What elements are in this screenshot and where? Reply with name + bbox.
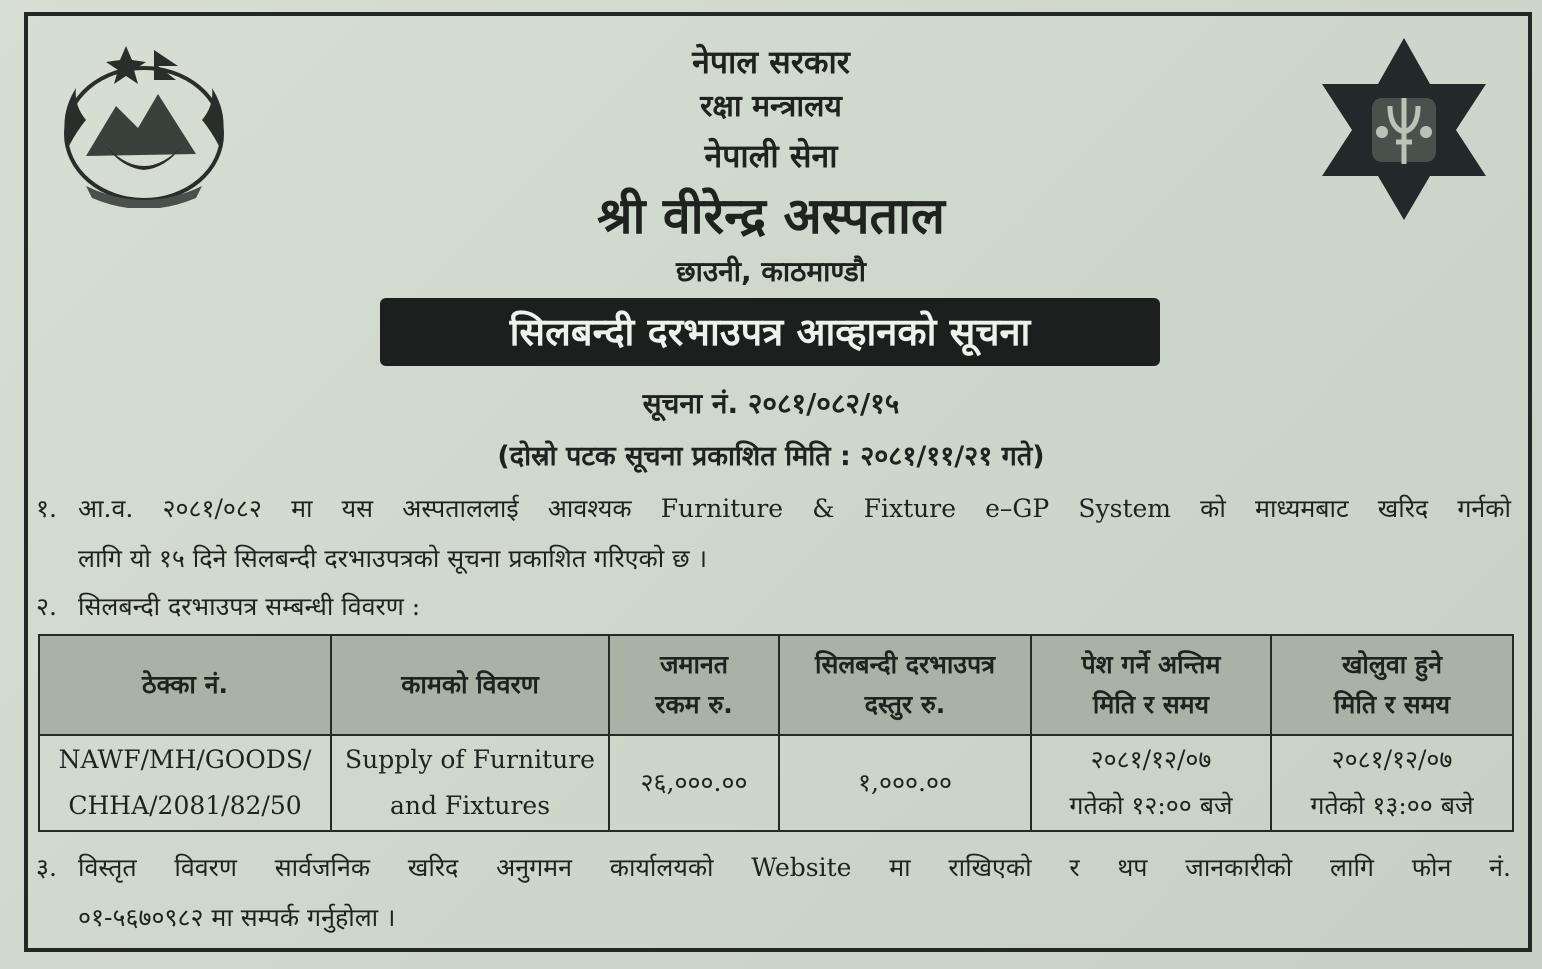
government-heading: नेपाल सरकार bbox=[692, 43, 850, 81]
hospital-title: श्री वीरेन्द्र अस्पताल bbox=[597, 187, 945, 245]
header-deposit-amount: जमानत रकम रु. bbox=[609, 635, 779, 735]
ministry-heading: रक्षा मन्त्रालय bbox=[700, 89, 842, 124]
cell-contract-no: NAWF/MH/GOODS/ CHHA/2081/82/50 bbox=[39, 735, 331, 831]
notice-title-banner: सिलबन्दी दरभाउपत्र आव्हानको सूचना bbox=[380, 298, 1160, 366]
header-work-description: कामको विवरण bbox=[331, 635, 609, 735]
publication-date: (दोस्रो पटक सूचना प्रकाशित मिति : २०८१/११/२१ गते) bbox=[497, 441, 1045, 472]
paragraph-2 bbox=[36, 582, 1511, 632]
paragraph-number: १. bbox=[36, 494, 57, 523]
paragraph-number: ३. bbox=[36, 853, 57, 882]
paragraph-1 bbox=[36, 484, 1511, 584]
paragraph-text: ०१-५६७०९८२ मा सम्पर्क गर्नुहोला । bbox=[78, 903, 396, 932]
table-row bbox=[39, 735, 1513, 831]
notice-number: सूचना नं. २०८१/०८२/१५ bbox=[642, 387, 900, 420]
cell-opening-date: २०८१/१२/०७ गतेको १३:०० बजे bbox=[1271, 735, 1513, 831]
paragraph-text: सिलबन्दी दरभाउपत्र सम्बन्धी विवरण : bbox=[78, 592, 421, 621]
paragraph-text: आ.व. २०८१/०८२ मा यस अस्पताललाई आवश्यक Furniture & Fixture e–GP System को माध्यमबाट खरिद गर्नको bbox=[78, 494, 1511, 523]
paragraph-text: लागि यो १५ दिने सिलबन्दी दरभाउपत्रको सूचना प्रकाशित गरिएको छ । bbox=[78, 544, 708, 573]
cell-submission-deadline: २०८१/१२/०७ गतेको १२:०० बजे bbox=[1031, 735, 1271, 831]
header-submission-deadline: पेश गर्ने अन्तिम मिति र समय bbox=[1031, 635, 1271, 735]
paragraph-text: विस्तृत विवरण सार्वजनिक खरिद अनुगमन कार्यालयको Website मा राखिएको र थप जानकारीको लागि फोन नं. bbox=[78, 853, 1511, 882]
paragraph-number: २. bbox=[36, 592, 57, 621]
location-heading: छाउनी, काठमाण्डौ bbox=[676, 255, 866, 288]
cell-work-description: Supply of Furniture and Fixtures bbox=[331, 735, 609, 831]
header-bid-fee: सिलबन्दी दरभाउपत्र दस्तुर रु. bbox=[779, 635, 1031, 735]
header-opening-date: खोलुवा हुने मिति र समय bbox=[1271, 635, 1513, 735]
army-heading: नेपाली सेना bbox=[704, 137, 838, 175]
tender-table bbox=[38, 634, 1514, 832]
header-contract-no: ठेक्का नं. bbox=[39, 635, 331, 735]
table-header-row bbox=[39, 635, 1513, 735]
paragraph-3 bbox=[36, 843, 1511, 943]
cell-bid-fee: १,०००.०० bbox=[779, 735, 1031, 831]
cell-deposit-amount: २६,०००.०० bbox=[609, 735, 779, 831]
